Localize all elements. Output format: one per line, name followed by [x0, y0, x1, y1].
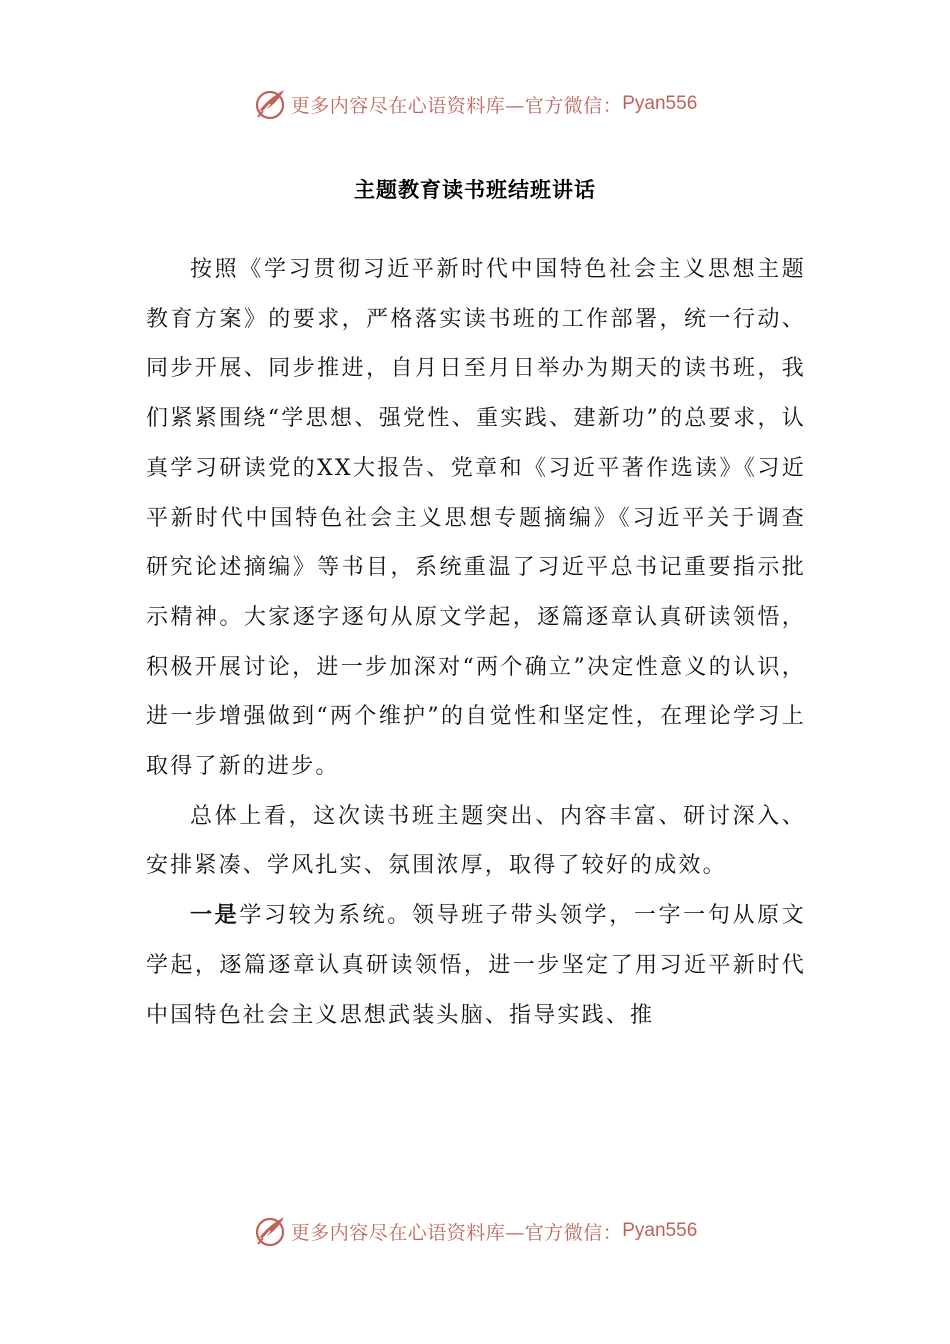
paragraph-1 — [146, 245, 806, 792]
quill-pen-logo-icon — [253, 1214, 287, 1248]
watermark-account: Pyan556 — [622, 1220, 698, 1241]
footer-watermark — [0, 1213, 950, 1249]
watermark-account: Pyan556 — [622, 93, 698, 114]
header-watermark — [0, 86, 950, 122]
watermark-text: 更多内容尽在心语资料库—官方微信： — [290, 94, 623, 117]
watermark-text: 更多内容尽在心语资料库—官方微信： — [290, 1221, 623, 1244]
document-body — [146, 245, 806, 1040]
quill-pen-logo-icon — [253, 87, 287, 121]
document-title: 主题教育读书班结班讲话 — [354, 177, 596, 202]
paragraph-text: 按照《学习贯彻习近平新时代中国特色社会主义思想主题教育方案》的要求，严格落实读书班的工作部署，统一行动、同步开展、同步推进，自月日至月日举办为期天的读书班，我们紧紧围绕“学思想、强党性、重实践、建新功”的总要求，认真学习研读党的XX大报告、党章和《习近平著作选读》《习近平新时代中国特色社会主义思想专题摘编》《习近平关于调查研究论述摘编》等书目，系统重温了习近平总书记重要指示批示精神。大家逐字逐句从原文学起，逐篇逐章认真研读领悟，积极开展讨论，进一步加深对“两个确立”决定性意义的认识，进一步增强做到“两个维护”的自觉性和坚定性，在理论学习上取得了新的进步。 — [146, 257, 806, 780]
paragraph-3 — [146, 891, 806, 1040]
paragraph-text: 总体上看，这次读书班主题突出、内容丰富、研讨深入、安排紧凑、学风扎实、氛围浓厚，取得了较好的成效。 — [146, 803, 806, 879]
paragraph-2 — [146, 792, 806, 891]
paragraph-lead: 一是 — [190, 902, 240, 929]
paragraph-text: 学习较为系统。领导班子带头领学，一字一句从原文学起，逐篇逐章认真研读领悟，进一步坚定了用习近平新时代中国特色社会主义思想武装头脑、指导实践、推 — [146, 903, 806, 1028]
